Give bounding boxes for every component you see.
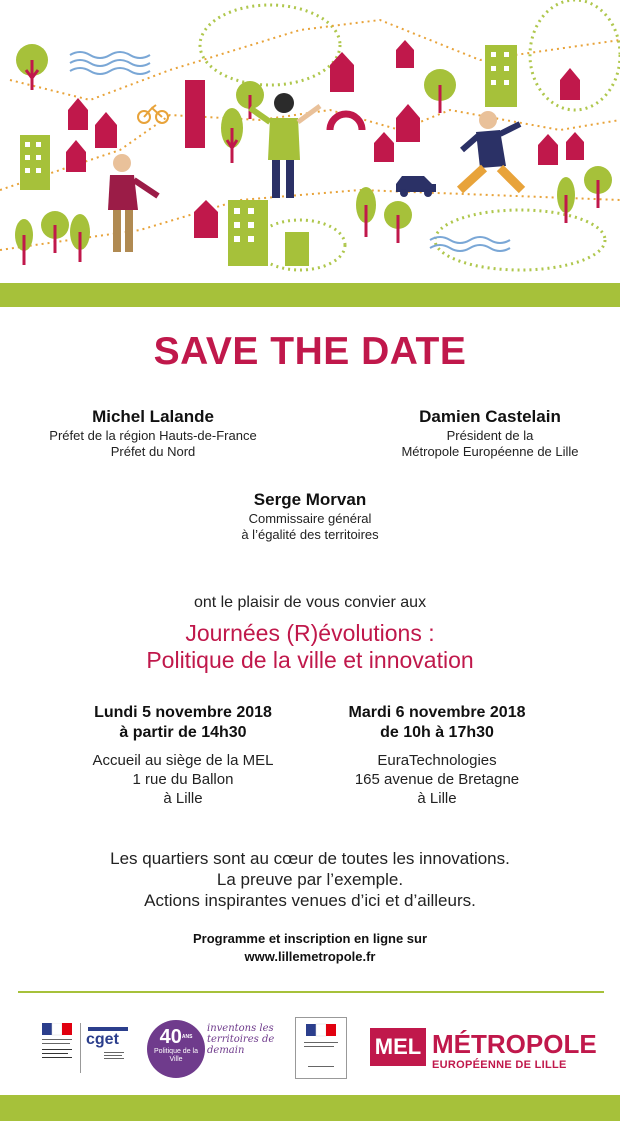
day-date: Mardi 6 novembre 2018 — [348, 704, 526, 721]
logo-separator — [80, 1023, 81, 1073]
day-monday — [38, 703, 328, 808]
bottom-green-band — [0, 1095, 620, 1121]
host-role: Président de la — [446, 428, 534, 443]
registration-link[interactable]: www.lillemetropole.fr — [244, 949, 376, 964]
description — [0, 848, 620, 911]
day-time: à partir de 14h30 — [119, 724, 247, 741]
pv-slogan: inventons les territoires de demain — [207, 1023, 275, 1056]
cget-text: cget — [86, 1031, 119, 1048]
day-date: Lundi 5 novembre 2018 — [94, 704, 272, 721]
host-role: Préfet de la région Hauts-de-France — [49, 428, 257, 443]
mel-logo-box: MEL — [370, 1028, 426, 1066]
registration-label: Programme et inscription en ligne sur — [192, 931, 428, 946]
day-time: de 10h à 17h30 — [380, 724, 494, 741]
place-line: 165 avenue de Bretagne — [354, 771, 520, 788]
description-line: La preuve par l’exemple. — [216, 870, 404, 889]
pv-number: 40 — [159, 1026, 182, 1048]
host-name: Serge Morvan — [253, 490, 367, 509]
day-place — [292, 751, 582, 808]
divider — [18, 991, 604, 993]
event-title-line: Politique de la ville et innovation — [146, 647, 474, 673]
pv-text: Politique de la Ville — [154, 1048, 198, 1063]
mel-logo-subtitle: EUROPÉENNE DE LILLE — [432, 1059, 567, 1071]
host-role: Préfet du Nord — [110, 444, 196, 459]
cget-logo — [84, 1027, 134, 1077]
host-role: à l’égalité des territoires — [241, 527, 379, 542]
page-title: SAVE THE DATE — [153, 330, 467, 373]
day-tuesday — [292, 703, 582, 808]
place-line: Accueil au siège de la MEL — [92, 752, 274, 769]
politique-ville-logo — [147, 1020, 205, 1078]
host-name: Damien Castelain — [419, 407, 561, 426]
place-line: 1 rue du Ballon — [132, 771, 234, 788]
top-green-band — [0, 283, 620, 307]
host-serge-morvan — [165, 489, 455, 543]
place-line: EuraTechnologies — [377, 752, 497, 769]
marianne-icon — [296, 1018, 346, 1078]
event-title — [0, 620, 620, 674]
place-line: à Lille — [417, 790, 457, 807]
host-role: Métropole Européenne de Lille — [401, 444, 579, 459]
registration — [0, 930, 620, 966]
pv-ans: ANS — [181, 1034, 193, 1040]
host-role: Commissaire général — [248, 511, 372, 526]
partner-logos — [0, 1005, 620, 1085]
marianne-icon — [38, 1023, 78, 1073]
header-illustration — [0, 0, 620, 283]
prefet-nord-logo — [295, 1017, 347, 1079]
invitation-intro: ont le plaisir de vous convier aux — [193, 594, 427, 611]
host-michel-lalande — [8, 406, 298, 460]
host-damien-castelain — [345, 406, 620, 460]
description-line: Les quartiers sont au cœur de toutes les innovations. — [110, 849, 510, 868]
place-line: à Lille — [163, 790, 203, 807]
mel-logo-title: MÉTROPOLE — [432, 1029, 597, 1059]
event-title-line: Journées (R)évolutions : — [185, 620, 435, 646]
description-line: Actions inspirantes venues d’ici et d’ailleurs. — [144, 891, 476, 910]
host-name: Michel Lalande — [92, 407, 214, 426]
day-place — [38, 751, 328, 808]
republique-logo — [38, 1023, 78, 1073]
